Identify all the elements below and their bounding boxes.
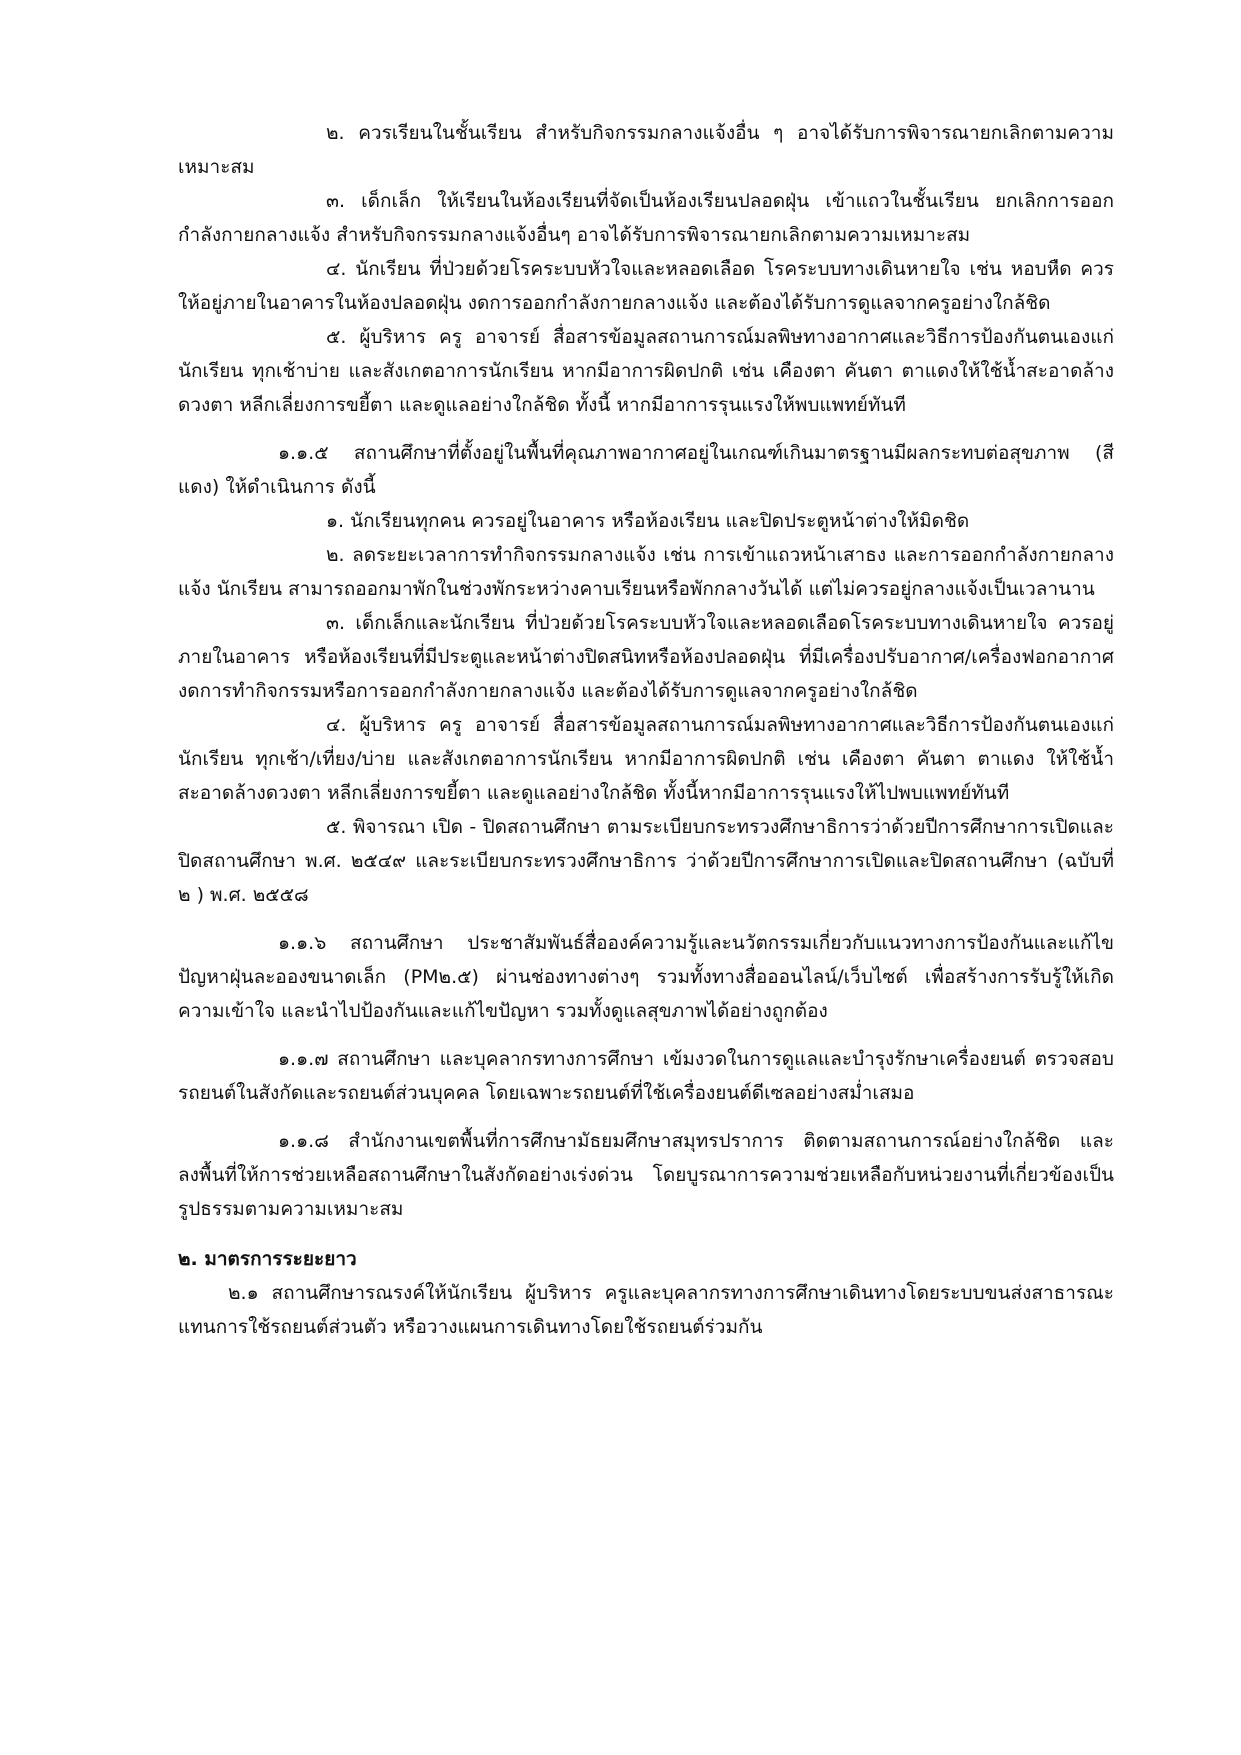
clause-paragraph: ๑. นักเรียนทุกคน ควรอยู่ในอาคาร หรือห้องเรียน และปิดประตูหน้าต่างให้มิดชิด xyxy=(326,510,970,532)
clause-paragraph: ๕. พิจารณา เปิด - ปิดสถานศึกษา ตามระเบียบกระทรวงศึกษาธิการว่าด้วยปีการศึกษาการเปิดและปิดสถานศึกษา พ.ศ. ๒๕๔๙ และระเบียบกระทรวงศึกษาธิการ ว่าด้วยปีการศึกษาการเปิดและปิดสถานศึกษา (ฉบับที่ ๒ ) พ.ศ. ๒๕๕๘ xyxy=(178,816,1114,906)
section-paragraph: ๑.๑.๖ สถานศึกษา ประชาสัมพันธ์สื่อองค์ความรู้และนวัตกรรมเกี่ยวกับแนวทางการป้องกันและแก้ไขปัญหาฝุ่นละอองขนาดเล็ก (PM๒.๕) ผ่านช่องทางต่างๆ รวมทั้งทางสื่อออนไลน์/เว็บไซต์ เพื่อสร้างการรับรู้ให้เกิดความเข้าใจ และนำไปป้องกันและแก้ไขปัญหา รวมทั้งดูแลสุขภาพได้อย่างถูกต้อง xyxy=(178,932,1114,1022)
section-paragraph: ๑.๑.๕ สถานศึกษาที่ตั้งอยู่ในพื้นที่คุณภาพอากาศอยู่ในเกณฑ์เกินมาตรฐานมีผลกระทบต่อสุขภาพ (สีแดง) ให้ดำเนินการ ดังนี้ xyxy=(178,442,1114,498)
clause-paragraph: ๒. ควรเรียนในชั้นเรียน สำหรับกิจกรรมกลางแจ้งอื่น ๆ อาจได้รับการพิจารณายกเลิกตามความเหมาะสม xyxy=(178,122,1114,178)
clause-paragraph: ๔. นักเรียน ที่ป่วยด้วยโรคระบบหัวใจและหลอดเลือด โรคระบบทางเดินหายใจ เช่น หอบหืด ควรให้อยู่ภายในอาคารในห้องปลอดฝุ่น งดการออกกำลังกายกลางแจ้ง และต้องได้รับการดูแลจากครูอย่างใกล้ชิด xyxy=(178,258,1114,314)
final-paragraph: ๒.๑ สถานศึกษารณรงค์ให้นักเรียน ผู้บริหาร ครูและบุคลากรทางการศึกษาเดินทางโดยระบบขนส่งสาธารณะแทนการใช้รถยนต์ส่วนตัว หรือวางแผนการเดินทางโดยใช้รถยนต์ร่วมกัน xyxy=(178,1282,1114,1338)
section-paragraph: ๑.๑.๘ สำนักงานเขตพื้นที่การศึกษามัธยมศึกษาสมุทรปราการ ติดตามสถานการณ์อย่างใกล้ชิด และลงพื้นที่ให้การช่วยเหลือสถานศึกษาในสังกัดอย่างเร่งด่วน โดยบูรณาการความช่วยเหลือกับหน่วยงานที่เกี่ยวข้องเป็นรูปธรรมตามความเหมาะสม xyxy=(178,1130,1114,1220)
clause-paragraph: ๒. ลดระยะเวลาการทำกิจกรรมกลางแจ้ง เช่น การเข้าแถวหน้าเสาธง และการออกกำลังกายกลางแจ้ง นักเรียน สามารถออกมาพักในช่วงพักระหว่างคาบเรียนหรือพักกลางวันได้ แต่ไม่ควรอยู่กลางแจ้งเป็นเวลานาน xyxy=(178,544,1114,600)
section-heading: ๒. มาตรการระยะยาว xyxy=(178,1248,357,1270)
clause-paragraph: ๕. ผู้บริหาร ครู อาจารย์ สื่อสารข้อมูลสถานการณ์มลพิษทางอากาศและวิธีการป้องกันตนเองแก่นักเรียน ทุกเช้าบ่าย และสังเกตอาการนักเรียน หากมีอาการผิดปกติ เช่น เคืองตา คันตา ตาแดงให้ใช้น้ำสะอาดล้างดวงตา หลีกเลี่ยงการขยี้ตา และดูแลอย่างใกล้ชิด ทั้งนี้ หากมีอาการรุนแรงให้พบแพทย์ทันที xyxy=(178,326,1114,416)
clause-paragraph: ๓. เด็กเล็ก ให้เรียนในห้องเรียนที่จัดเป็นห้องเรียนปลอดฝุ่น เข้าแถวในชั้นเรียน ยกเลิกการออกกำลังกายกลางแจ้ง สำหรับกิจกรรมกลางแจ้งอื่นๆ อาจได้รับการพิจารณายกเลิกตามความเหมาะสม xyxy=(178,190,1114,246)
clause-paragraph: ๓. เด็กเล็กและนักเรียน ที่ป่วยด้วยโรคระบบหัวใจและหลอดเลือดโรคระบบทางเดินหายใจ ควรอยู่ภายในอาคาร หรือห้องเรียนที่มีประตูและหน้าต่างปิดสนิทหรือห้องปลอดฝุ่น ที่มีเครื่องปรับอากาศ/เครื่องฟอกอากาศ งดการทำกิจกรรมหรือการออกกำลังกายกลางแจ้ง และต้องได้รับการดูแลจากครูอย่างใกล้ชิด xyxy=(178,612,1114,702)
clause-paragraph: ๔. ผู้บริหาร ครู อาจารย์ สื่อสารข้อมูลสถานการณ์มลพิษทางอากาศและวิธีการป้องกันตนเองแก่นักเรียน ทุกเช้า/เที่ยง/บ่าย และสังเกตอาการนักเรียน หากมีอาการผิดปกติ เช่น เคืองตา คันตา ตาแดง ให้ใช้น้ำสะอาดล้างดวงตา หลีกเลี่ยงการขยี้ตา และดูแลอย่างใกล้ชิด ทั้งนี้หากมีอาการรุนแรงให้ไปพบแพทย์ทันที xyxy=(178,714,1114,804)
document-page xyxy=(178,116,1114,1344)
section-paragraph: ๑.๑.๗ สถานศึกษา และบุคลากรทางการศึกษา เข้มงวดในการดูแลและบำรุงรักษาเครื่องยนต์ ตรวจสอบ รถยนต์ในสังกัดและรถยนต์ส่วนบุคคล โดยเฉพาะรถยนต์ที่ใช้เครื่องยนต์ดีเซลอย่างสม่ำเสมอ xyxy=(178,1048,1114,1104)
